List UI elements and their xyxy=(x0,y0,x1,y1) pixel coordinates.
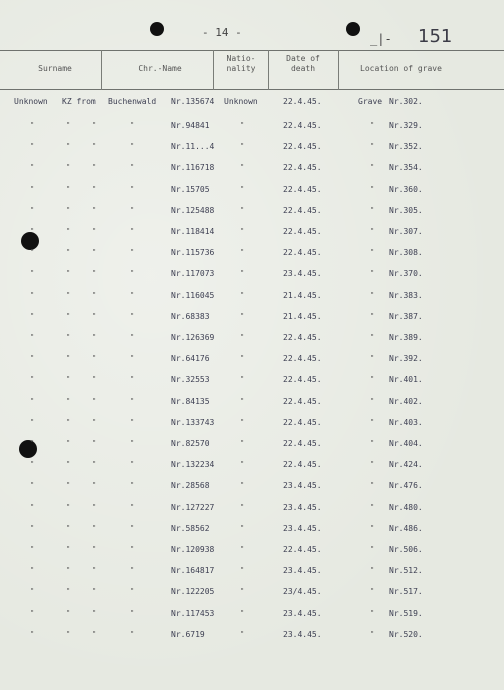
ditto-mark: " xyxy=(92,333,97,341)
ditto-mark: " xyxy=(66,248,71,257)
column-header-nationality: Natio- nality xyxy=(226,54,256,73)
prisoner-number-cell: Nr.117453 xyxy=(171,608,215,618)
grave-number-cell: Nr.370. xyxy=(389,269,423,279)
grave-number-cell: Nr.506. xyxy=(389,545,423,554)
ditto-mark: " xyxy=(130,439,135,447)
ditto-mark: " xyxy=(240,502,245,511)
grave-number-cell: Nr.520. xyxy=(389,629,423,639)
ditto-mark: " xyxy=(370,333,375,341)
ditto-mark: " xyxy=(130,502,135,511)
ditto-mark: " xyxy=(30,269,35,278)
ditto-mark: " xyxy=(30,290,35,299)
ditto-mark: " xyxy=(130,587,135,596)
grave-number-cell: Nr.392. xyxy=(389,354,423,364)
ditto-mark: " xyxy=(66,502,71,511)
ditto-mark: " xyxy=(66,439,71,447)
date-cell: 22.4.45. xyxy=(283,163,322,173)
ditto-mark: " xyxy=(130,375,135,384)
date-cell: 23.4.45. xyxy=(283,566,322,576)
ditto-mark: " xyxy=(92,248,97,257)
table-row xyxy=(0,227,504,241)
date-cell: 23.4.45. xyxy=(283,608,322,618)
ditto-mark: " xyxy=(370,269,375,278)
ditto-mark: " xyxy=(66,608,71,617)
table-row xyxy=(0,439,504,453)
grave-number-cell: Nr.424. xyxy=(389,460,423,470)
grave-number-cell: Nr.354. xyxy=(389,163,423,173)
prisoner-number-cell: Nr.58562 xyxy=(171,523,210,533)
ditto-mark: " xyxy=(92,142,97,151)
ditto-mark: " xyxy=(30,354,35,363)
ditto-mark: " xyxy=(130,460,135,469)
ditto-mark: " xyxy=(66,333,71,341)
prisoner-number-cell: Nr.32553 xyxy=(171,375,210,385)
column-divider xyxy=(268,50,269,90)
table-row xyxy=(0,312,504,326)
column-divider xyxy=(101,50,102,90)
ditto-mark: " xyxy=(30,439,35,447)
ditto-mark: " xyxy=(370,311,375,320)
ditto-mark: " xyxy=(130,205,135,214)
prisoner-number-cell: Nr.122205 xyxy=(171,587,215,597)
ditto-mark: " xyxy=(30,523,35,532)
surname-cell: Unknown xyxy=(14,97,48,106)
ditto-mark: " xyxy=(66,566,71,575)
ditto-mark: " xyxy=(30,481,35,490)
date-cell: 22.4.45. xyxy=(283,205,322,215)
ditto-mark: " xyxy=(130,523,135,532)
date-cell: 22.4.45. xyxy=(283,97,322,106)
ditto-mark: " xyxy=(130,290,135,299)
date-cell: 22.4.45. xyxy=(283,184,322,194)
grave-number-cell: Nr.517. xyxy=(389,587,423,597)
prisoner-number-cell: Nr.132234 xyxy=(171,460,215,470)
ditto-mark: " xyxy=(92,184,97,193)
grave-number-cell: Nr.308. xyxy=(389,248,423,258)
ditto-mark: " xyxy=(66,523,71,532)
ditto-mark: " xyxy=(92,290,97,299)
prisoner-number-cell: Nr.28568 xyxy=(171,481,210,491)
ditto-mark: " xyxy=(66,205,71,214)
grave-number-cell: Nr.402. xyxy=(389,396,423,406)
date-cell: 22.4.45. xyxy=(283,248,322,258)
ditto-mark: " xyxy=(370,523,375,532)
ditto-mark: " xyxy=(130,417,135,426)
date-cell: 22.4.45. xyxy=(283,417,322,427)
prisoner-number-cell: Nr.15705 xyxy=(171,184,210,194)
ditto-mark: " xyxy=(92,587,97,596)
table-row xyxy=(0,460,504,474)
ditto-mark: " xyxy=(30,142,35,151)
ditto-mark: " xyxy=(92,417,97,426)
date-cell: 23.4.45. xyxy=(283,269,322,279)
table-row-first xyxy=(0,97,504,111)
table-row xyxy=(0,566,504,580)
ditto-mark: " xyxy=(92,227,97,235)
ditto-mark: " xyxy=(240,269,245,278)
date-cell: 21.4.45. xyxy=(283,290,322,300)
grave-number-cell: Nr.383. xyxy=(389,290,423,300)
table-row xyxy=(0,354,504,368)
ditto-mark: " xyxy=(370,290,375,299)
ditto-mark: " xyxy=(370,163,375,172)
ditto-mark: " xyxy=(92,608,97,617)
date-cell: 23.4.45. xyxy=(283,502,322,512)
header-bottom-rule xyxy=(0,89,504,90)
grave-number-cell: Nr.401. xyxy=(389,375,423,385)
ditto-mark: " xyxy=(30,396,35,405)
date-cell: 21.4.45. xyxy=(283,311,322,321)
ditto-mark: " xyxy=(130,481,135,490)
ditto-mark: " xyxy=(130,163,135,172)
prisoner-number-cell: Nr.127227 xyxy=(171,502,215,512)
ditto-mark: " xyxy=(30,311,35,320)
stamp-number: 151 xyxy=(418,26,453,47)
ditto-mark: " xyxy=(130,311,135,320)
grave-number-cell: Nr.389. xyxy=(389,333,423,342)
table-row xyxy=(0,121,504,135)
date-cell: 22.4.45. xyxy=(283,439,322,448)
ditto-mark: " xyxy=(370,629,375,638)
grave-number-cell: Nr.352. xyxy=(389,142,423,152)
punch-hole-top-right xyxy=(346,22,360,36)
ditto-mark: " xyxy=(30,121,35,129)
grave-number-cell: Nr.403. xyxy=(389,417,423,427)
ditto-mark: " xyxy=(66,396,71,405)
header-top-rule xyxy=(0,50,504,51)
prisoner-number-cell: Nr.133743 xyxy=(171,417,215,427)
ditto-mark: " xyxy=(240,311,245,320)
ditto-mark: " xyxy=(66,587,71,596)
ditto-mark: " xyxy=(30,417,35,426)
ditto-mark: " xyxy=(130,227,135,235)
ditto-mark: " xyxy=(130,184,135,193)
table-row xyxy=(0,630,504,644)
grave-number-cell: Nr.519. xyxy=(389,608,423,618)
grave-number-cell: Nr.404. xyxy=(389,439,423,448)
ditto-mark: " xyxy=(92,205,97,214)
prisoner-number-cell: Nr.94841 xyxy=(171,121,210,130)
ditto-mark: " xyxy=(240,587,245,596)
ditto-mark: " xyxy=(240,608,245,617)
grave-label-cell: Grave xyxy=(358,97,383,106)
ditto-mark: " xyxy=(66,311,71,320)
ditto-mark: " xyxy=(370,354,375,363)
prisoner-number-cell: Nr.125488 xyxy=(171,205,215,215)
ditto-mark: " xyxy=(130,396,135,405)
ditto-mark: " xyxy=(30,333,35,341)
date-cell: 22.4.45. xyxy=(283,375,322,385)
table-row xyxy=(0,609,504,623)
prisoner-number-cell: Nr.118414 xyxy=(171,227,215,236)
ditto-mark: " xyxy=(130,248,135,257)
ditto-mark: " xyxy=(370,248,375,257)
ditto-mark: " xyxy=(130,121,135,129)
ditto-mark: " xyxy=(130,354,135,363)
grave-number-cell: Nr.387. xyxy=(389,311,423,321)
prisoner-number-cell: Nr.84135 xyxy=(171,396,210,406)
date-cell: 22.4.45. xyxy=(283,121,322,130)
column-header-date-of-death: Date of death xyxy=(286,54,320,73)
ditto-mark: " xyxy=(130,333,135,341)
ditto-mark: " xyxy=(370,121,375,129)
ditto-mark: " xyxy=(30,545,35,553)
ditto-mark: " xyxy=(130,629,135,638)
date-cell: 22.4.45. xyxy=(283,460,322,470)
table-row xyxy=(0,418,504,432)
table-row xyxy=(0,248,504,262)
table-row xyxy=(0,269,504,283)
ditto-mark: " xyxy=(92,481,97,490)
ditto-mark: " xyxy=(240,460,245,469)
ditto-mark: " xyxy=(130,566,135,575)
ditto-mark: " xyxy=(370,481,375,490)
ditto-mark: " xyxy=(30,375,35,384)
date-cell: 22.4.45. xyxy=(283,227,322,236)
prisoner-number-cell: Nr.68383 xyxy=(171,311,210,321)
grave-number-cell: Nr.476. xyxy=(389,481,423,491)
ditto-mark: " xyxy=(370,142,375,151)
prisoner-number-cell: Nr.11...4 xyxy=(171,142,215,152)
column-header-location-of-grave: Location of grave xyxy=(360,64,442,73)
grave-number-cell: Nr.360. xyxy=(389,184,423,194)
ditto-mark: " xyxy=(130,608,135,617)
date-cell: 23/4.45. xyxy=(283,587,322,597)
grave-number-cell: Nr.512. xyxy=(389,566,423,576)
ditto-mark: " xyxy=(130,545,135,553)
ditto-mark: " xyxy=(370,587,375,596)
ditto-mark: " xyxy=(370,417,375,426)
ditto-mark: " xyxy=(240,205,245,214)
grave-number-cell: Nr.480. xyxy=(389,502,423,512)
date-cell: 23.4.45. xyxy=(283,481,322,491)
ditto-mark: " xyxy=(92,460,97,469)
date-cell: 23.4.45. xyxy=(283,523,322,533)
ditto-mark: " xyxy=(240,481,245,490)
ditto-mark: " xyxy=(240,354,245,363)
ditto-mark: " xyxy=(66,460,71,469)
ditto-mark: " xyxy=(370,396,375,405)
ditto-mark: " xyxy=(370,502,375,511)
ditto-mark: " xyxy=(240,396,245,405)
table-row xyxy=(0,163,504,177)
ditto-mark: " xyxy=(240,333,245,341)
date-cell: 22.4.45. xyxy=(283,545,322,554)
table-row xyxy=(0,587,504,601)
ditto-mark: " xyxy=(370,375,375,384)
ditto-mark: " xyxy=(370,566,375,575)
column-divider xyxy=(338,50,339,90)
prisoner-number-cell: Nr.64176 xyxy=(171,354,210,364)
ditto-mark: " xyxy=(30,502,35,511)
prisoner-number-cell: Nr.116045 xyxy=(171,290,215,300)
ditto-mark: " xyxy=(92,269,97,278)
ditto-mark: " xyxy=(92,523,97,532)
prisoner-number-cell: Nr.115736 xyxy=(171,248,215,258)
punch-hole-top-left xyxy=(150,22,164,36)
grave-number-cell: Nr.305. xyxy=(389,205,423,215)
ditto-mark: " xyxy=(66,354,71,363)
ditto-mark: " xyxy=(240,566,245,575)
prisoner-number-cell: Nr.120938 xyxy=(171,545,215,554)
ditto-mark: " xyxy=(92,396,97,405)
ditto-mark: " xyxy=(240,184,245,193)
prisoner-number-cell: Nr.164817 xyxy=(171,566,215,576)
column-header-surname: Surname xyxy=(38,64,72,73)
ditto-mark: " xyxy=(240,227,245,235)
ditto-mark: " xyxy=(30,227,35,235)
prisoner-number-cell: Nr.135674 xyxy=(171,97,215,106)
prisoner-number-cell: Nr.117073 xyxy=(171,269,215,279)
ditto-mark: " xyxy=(370,545,375,553)
ditto-mark: " xyxy=(30,629,35,638)
ditto-mark: " xyxy=(66,121,71,129)
ditto-mark: " xyxy=(370,184,375,193)
prisoner-number-cell: Nr.6719 xyxy=(171,629,205,639)
date-cell: 22.4.45. xyxy=(283,333,322,342)
ditto-mark: " xyxy=(92,566,97,575)
ditto-mark: " xyxy=(66,142,71,151)
ditto-mark: " xyxy=(92,545,97,553)
column-divider xyxy=(213,50,214,90)
table-row xyxy=(0,481,504,495)
ditto-mark: " xyxy=(92,502,97,511)
ditto-mark: " xyxy=(240,248,245,257)
ditto-mark: " xyxy=(30,608,35,617)
nationality-cell: Unknown xyxy=(224,97,258,106)
ditto-mark: " xyxy=(240,121,245,129)
chr-name-cell: Buchenwald xyxy=(108,97,157,106)
table-row xyxy=(0,291,504,305)
grave-number-cell: Nr.329. xyxy=(389,121,423,130)
date-cell: 23.4.45. xyxy=(283,629,322,639)
ditto-mark: " xyxy=(92,629,97,638)
page-number: - 14 - xyxy=(202,26,242,39)
ditto-mark: " xyxy=(66,269,71,278)
ditto-mark: " xyxy=(240,439,245,447)
prisoner-number-cell: Nr.116718 xyxy=(171,163,215,173)
prisoner-number-cell: Nr.82570 xyxy=(171,439,210,448)
ditto-mark: " xyxy=(30,205,35,214)
ditto-mark: " xyxy=(92,354,97,363)
ditto-mark: " xyxy=(30,587,35,596)
table-row xyxy=(0,185,504,199)
ditto-mark: " xyxy=(66,417,71,426)
page-mark: _|- xyxy=(370,32,392,46)
table-row xyxy=(0,545,504,559)
ditto-mark: " xyxy=(92,163,97,172)
ditto-mark: " xyxy=(240,142,245,151)
ditto-mark: " xyxy=(66,184,71,193)
date-cell: 22.4.45. xyxy=(283,396,322,406)
ditto-mark: " xyxy=(130,269,135,278)
ditto-mark: " xyxy=(92,311,97,320)
ditto-mark: " xyxy=(30,460,35,469)
table-row xyxy=(0,375,504,389)
ditto-mark: " xyxy=(66,545,71,553)
grave-number-cell: Nr.307. xyxy=(389,227,423,236)
ditto-mark: " xyxy=(66,290,71,299)
date-cell: 22.4.45. xyxy=(283,142,322,152)
ditto-mark: " xyxy=(66,629,71,638)
ditto-mark: " xyxy=(30,566,35,575)
table-row xyxy=(0,206,504,220)
ditto-mark: " xyxy=(240,545,245,553)
ditto-mark: " xyxy=(240,290,245,299)
table-row xyxy=(0,142,504,156)
ditto-mark: " xyxy=(66,375,71,384)
grave-number-cell: Nr.302. xyxy=(389,97,423,106)
ditto-mark: " xyxy=(370,205,375,214)
ditto-mark: " xyxy=(92,121,97,129)
ditto-mark: " xyxy=(66,227,71,235)
ditto-mark: " xyxy=(30,184,35,193)
ditto-mark: " xyxy=(240,375,245,384)
ditto-mark: " xyxy=(240,629,245,638)
table-row xyxy=(0,524,504,538)
ditto-mark: " xyxy=(30,248,35,257)
ditto-mark: " xyxy=(240,417,245,426)
ditto-mark: " xyxy=(370,460,375,469)
ditto-mark: " xyxy=(66,163,71,172)
ditto-mark: " xyxy=(370,227,375,235)
ditto-mark: " xyxy=(130,142,135,151)
grave-number-cell: Nr.486. xyxy=(389,523,423,533)
ditto-mark: " xyxy=(66,481,71,490)
column-header-chr-name: Chr.-Name xyxy=(138,64,182,73)
ditto-mark: " xyxy=(92,375,97,384)
ditto-mark: " xyxy=(240,523,245,532)
ditto-mark: " xyxy=(370,608,375,617)
table-row xyxy=(0,333,504,347)
kz-cell: KZ from xyxy=(62,97,96,106)
date-cell: 22.4.45. xyxy=(283,354,322,364)
ditto-mark: " xyxy=(92,439,97,447)
prisoner-number-cell: Nr.126369 xyxy=(171,333,215,342)
ditto-mark: " xyxy=(30,163,35,172)
table-row xyxy=(0,503,504,517)
ditto-mark: " xyxy=(240,163,245,172)
ditto-mark: " xyxy=(370,439,375,447)
table-row xyxy=(0,397,504,411)
